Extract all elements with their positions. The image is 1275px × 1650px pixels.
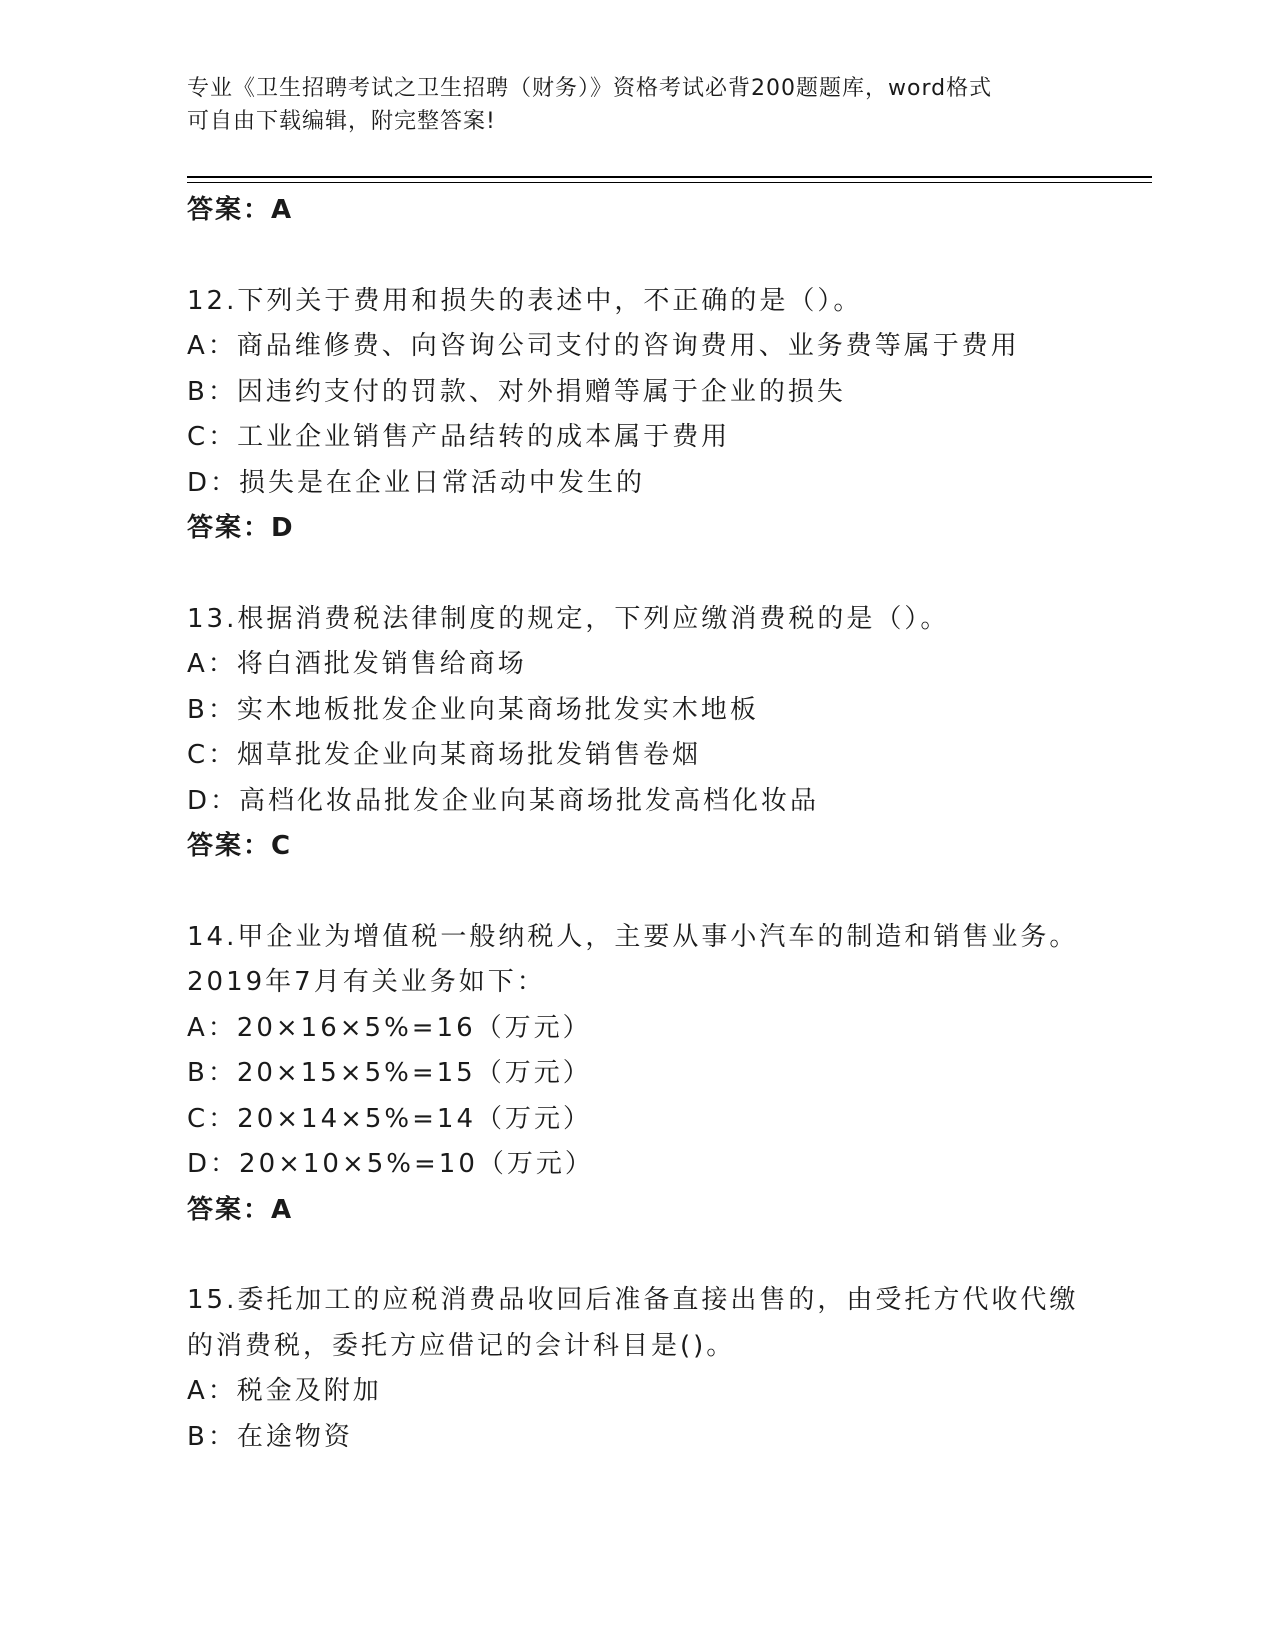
- option-b: B：实木地板批发企业向某商场批发实木地板: [187, 694, 759, 725]
- question-stem-cont: 2019年7月有关业务如下：: [187, 967, 546, 997]
- question-stem: 15.委托加工的应税消费品收回后准备直接出售的，由受托方代收代缴: [187, 1285, 1079, 1315]
- question-15: [187, 1278, 1087, 1460]
- option-b: B：在途物资: [187, 1421, 353, 1452]
- spacer: [187, 870, 1087, 915]
- option-a: A：20×16×5%=16（万元）: [187, 1012, 592, 1043]
- option-d: D：20×10×5%=10（万元）: [187, 1149, 594, 1179]
- spacer: [187, 1233, 1087, 1278]
- previous-answer: 答案：A: [187, 195, 294, 225]
- question-stem: 14.甲企业为增值税一般纳税人，主要从事小汽车的制造和销售业务。: [187, 921, 1079, 952]
- spacer: [187, 552, 1087, 597]
- option-d: D：高档化妆品批发企业向某商场批发高档化妆品: [187, 785, 820, 816]
- question-stem: 13.根据消费税法律制度的规定，下列应缴消费税的是（）。: [187, 603, 950, 634]
- option-a: A：税金及附加: [187, 1376, 382, 1406]
- header-divider-thick: [187, 176, 1152, 178]
- question-12: [187, 279, 1087, 552]
- option-c: C：工业企业销售产品结转的成本属于费用: [187, 422, 731, 452]
- option-b: B：因违约支付的罚款、对外捐赠等属于企业的损失: [187, 376, 846, 407]
- option-d: D：损失是在企业日常活动中发生的: [187, 467, 646, 498]
- question-13: [187, 597, 1087, 870]
- answer: 答案：D: [187, 513, 295, 543]
- option-c: C：烟草批发企业向某商场批发销售卷烟: [187, 740, 702, 770]
- question-list: [187, 188, 1087, 1460]
- header-line-1: 专业《卫生招聘考试之卫生招聘（财务）》资格考试必背200题题库，word格式: [187, 76, 993, 101]
- question-14: [187, 915, 1087, 1234]
- document-header: [187, 72, 1067, 138]
- header-divider-thin: [187, 182, 1152, 183]
- question-stem-cont: 的消费税，委托方应借记的会计科目是()。: [187, 1330, 736, 1361]
- option-a: A：将白酒批发销售给商场: [187, 649, 527, 679]
- option-b: B：20×15×5%=15（万元）: [187, 1058, 592, 1088]
- spacer: [187, 234, 1087, 279]
- question-stem: 12.下列关于费用和损失的表述中，不正确的是（）。: [187, 285, 863, 316]
- answer: 答案：A: [187, 1194, 294, 1225]
- option-c: C：20×14×5%=14（万元）: [187, 1103, 593, 1134]
- answer: 答案：C: [187, 831, 293, 861]
- header-line-2: 可自由下载编辑，附完整答案!: [187, 109, 496, 134]
- option-a: A：商品维修费、向咨询公司支付的咨询费用、业务费等属于费用: [187, 331, 1020, 361]
